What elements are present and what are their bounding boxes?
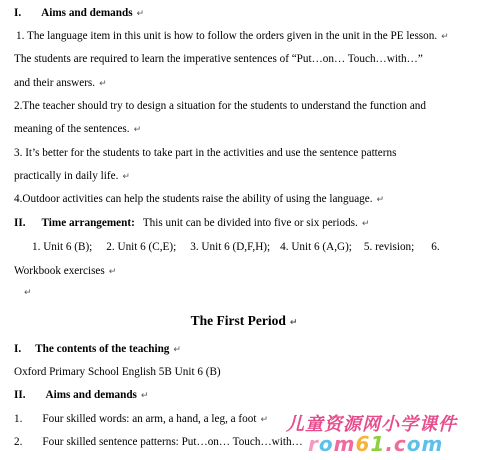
unit-item: 2. Unit 6 (C,E); [106, 241, 177, 253]
section-heading-aims-2 [14, 388, 148, 403]
paragraph-text: meaning of the sentences. [14, 123, 130, 135]
paragraph-mark-icon: ↵ [376, 195, 385, 205]
text-line [14, 76, 107, 91]
period-title [0, 313, 488, 331]
text-line [14, 52, 423, 66]
list-item-number: 2. [14, 436, 23, 448]
text-line [14, 169, 130, 184]
paragraph-mark-icon: ↵ [441, 32, 449, 42]
paragraph-text: 3. It’s better for the students to take part in the activities and use the sentence patterns [14, 147, 397, 159]
paragraph-mark-icon: ↵ [108, 267, 117, 277]
paragraph-mark-icon: ↵ [24, 288, 32, 298]
units-list [32, 240, 440, 254]
paragraph-text: The students are required to learn the imperative sentences of “Put…on… Touch…with…” [14, 53, 423, 65]
unit-item: 1. Unit 6 (B); [32, 241, 93, 253]
section-heading-time [14, 216, 369, 231]
section-number: I. [14, 343, 22, 355]
section-title: Time arrangement: [41, 217, 135, 229]
paragraph-mark-icon: ↵ [140, 391, 149, 401]
paragraph-mark-icon: ↵ [133, 125, 142, 135]
paragraph-mark-icon: ↵ [122, 172, 130, 182]
section-number: I. [14, 7, 22, 19]
paragraph-text: and their answers. [14, 77, 96, 89]
list-item-text: Four skilled words: an arm, a hand, a leg, a foot [42, 413, 257, 425]
list-item-number: 1. [14, 413, 23, 425]
paragraph-text: 1. The language item in this unit is how to follow the orders given in the unit in the PE lesson. [16, 30, 438, 42]
text-line [14, 122, 141, 137]
text-line [14, 146, 396, 160]
section-title: Aims and demands [41, 7, 133, 19]
period-title-text: The First Period [190, 313, 286, 328]
paragraph-text: Oxford Primary School English 5B Unit 6 (B) [14, 366, 221, 378]
text-line [14, 264, 116, 279]
text-line [16, 29, 449, 44]
list-item [14, 435, 303, 449]
section-number: II. [14, 217, 26, 229]
watermark-site-text: rom61.com [308, 432, 444, 456]
watermark-logo [278, 408, 488, 460]
unit-item: 3. Unit 6 (D,F,H); [190, 241, 271, 253]
text-line [14, 99, 426, 113]
section-title: The contents of the teaching [35, 343, 170, 355]
section-number: II. [14, 389, 26, 401]
section-title: Aims and demands [45, 389, 137, 401]
text-line [14, 192, 384, 207]
list-item [14, 412, 268, 427]
paragraph-mark-icon: ↵ [173, 345, 181, 355]
paragraph-text: 2.The teacher should try to design a situation for the students to understand the function and [14, 100, 426, 112]
unit-item: 5. revision; [363, 241, 415, 253]
paragraph-mark-icon: ↵ [289, 318, 298, 328]
paragraph-mark-icon: ↵ [99, 79, 107, 89]
text-line [14, 365, 221, 379]
section-text: This unit can be divided into five or six periods. [142, 217, 358, 229]
section-heading-aims [14, 6, 144, 21]
paragraph-mark-icon: ↵ [361, 219, 370, 229]
paragraph-text: Workbook exercises [14, 265, 105, 277]
list-item-text: Four skilled sentence patterns: Put…on… Touch…with… [42, 436, 303, 448]
paragraph-mark-icon: ↵ [136, 9, 145, 19]
paragraph-mark-icon: ↵ [260, 415, 269, 425]
unit-item: 6. [431, 241, 440, 253]
watermark-chinese-text: 儿童资源网小学课件 [286, 414, 457, 435]
paragraph-text: practically in daily life. [14, 170, 119, 182]
section-heading-contents [14, 342, 181, 357]
paragraph-text: 4.Outdoor activities can help the students raise the ability of using the language. [14, 193, 373, 205]
unit-item: 4. Unit 6 (A,G); [280, 241, 352, 253]
